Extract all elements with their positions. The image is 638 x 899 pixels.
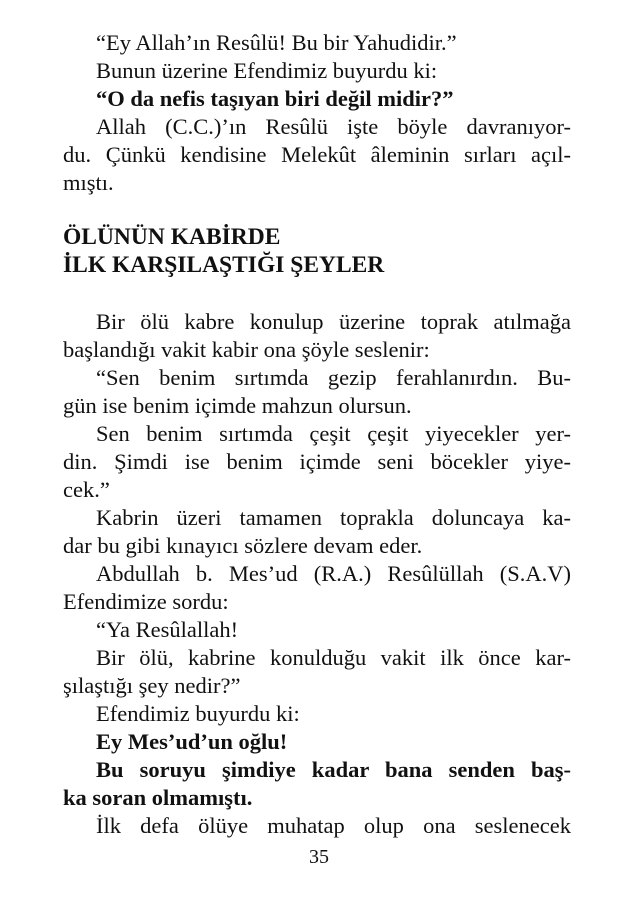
section-heading: ÖLÜNÜN KABİRDE [63, 224, 281, 250]
text-line: Bunun üzerine Efendimiz buyurdu ki: [96, 58, 438, 83]
text-line: “Ey Allah’ın Resûlü! Bu bir Yahudidir.” [96, 30, 457, 55]
text-line: Sen benim sırtımda çeşit çeşit yiyecekler yer- [96, 421, 571, 446]
text-line: Bir ölü kabre konulup üzerine toprak atılmağa [96, 309, 571, 334]
text-line: Kabrin üzeri tamamen toprakla doluncaya ka- [96, 505, 571, 530]
text-line: Efendimiz buyurdu ki: [96, 701, 300, 726]
text-line: “Ya Resûlallah! [96, 617, 239, 642]
text-line: başlandığı vakit kabir ona şöyle seslenir: [63, 337, 430, 362]
text-line: Abdullah b. Mes’ud (R.A.) Resûlüllah (S.A.V) [96, 561, 571, 586]
text-line-bold: Ey Mes’ud’un oğlu! [96, 729, 288, 754]
text-line: Bir ölü, kabrine konulduğu vakit ilk önce kar- [96, 645, 571, 670]
text-line: gün ise benim içimde mahzun olursun. [63, 393, 412, 418]
text-line: Allah (C.C.)’ın Resûlü işte böyle davranıyor- [96, 114, 571, 139]
text-line: du. Çünkü kendisine Melekût âleminin sırları açıl- [63, 142, 571, 167]
text-line: “Sen benim sırtımda gezip ferahlanırdın. Bu- [96, 365, 571, 390]
text-line: din. Şimdi ise benim içimde seni böcekler yiye- [63, 449, 571, 474]
text-line: dar bu gibi kınayıcı sözlere devam eder. [63, 533, 423, 558]
text-line-bold: “O da nefis taşıyan biri değil midir?” [96, 86, 454, 111]
text-line: şılaştığı şey nedir?” [63, 673, 241, 698]
text-line: İlk defa ölüye muhatap olup ona seslenecek [96, 813, 571, 838]
text-line: mıştı. [63, 170, 114, 195]
section-heading: İLK KARŞILAŞTIĞI ŞEYLER [63, 252, 385, 278]
text-line-bold: ka soran olmamıştı. [63, 785, 253, 810]
text-line: Efendimize sordu: [63, 589, 229, 614]
text-line-bold: Bu soruyu şimdiye kadar bana senden baş- [96, 757, 571, 782]
page-number: 35 [309, 846, 329, 868]
text-line: cek.” [63, 477, 110, 502]
